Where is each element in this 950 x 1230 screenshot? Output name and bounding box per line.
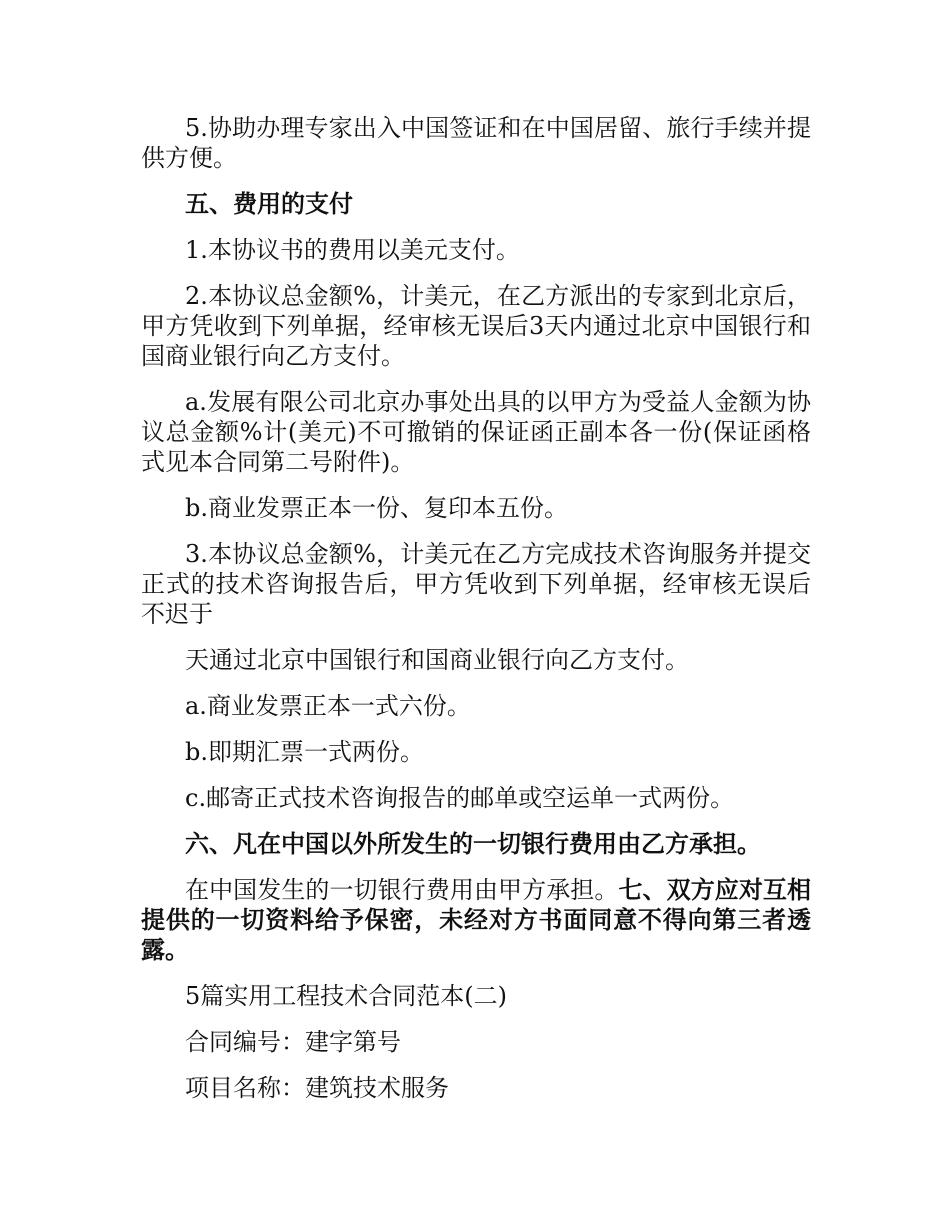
paragraph-guarantee-letter: a.发展有限公司北京办事处出具的以甲方为受益人金额为协议总金额%计(美元)不可撤销的保证函正副本各一份(保证函格式见本合同第二号附件)。 [141, 388, 811, 476]
document-body [141, 113, 811, 1119]
bank-charges-text: 在中国发生的一切银行费用由甲方承担。 [185, 876, 619, 904]
paragraph-mail-receipt: c.邮寄正式技术咨询报告的邮单或空运单一式两份。 [185, 784, 735, 812]
paragraph-contract-number: 合同编号：建字第号 [185, 1028, 401, 1056]
paragraph-payment-currency: 1.本协议书的费用以美元支付。 [185, 236, 520, 264]
paragraph-commercial-invoice: b.商业发票正本一份、复印本五份。 [185, 494, 568, 522]
paragraph-project-name: 项目名称：建筑技术服务 [185, 1074, 449, 1102]
paragraph-payment-channel: 天通过北京中国银行和国商业银行向乙方支付。 [185, 646, 689, 674]
paragraph-sight-draft: b.即期汇票一式两份。 [185, 738, 424, 766]
paragraph-invoice-six-copies: a.商业发票正本一式六份。 [185, 692, 471, 720]
heading-bank-charges-abroad: 六、凡在中国以外所发生的一切银行费用由乙方承担。 [185, 829, 761, 858]
paragraph-contract-title: 5篇实用工程技术合同范本(二) [185, 982, 507, 1010]
heading-payment-of-fees: 五、费用的支付 [185, 189, 353, 218]
paragraph-bank-charges-china [141, 875, 811, 965]
paragraph-visa-assistance: 5.协助办理专家出入中国签证和在中国居留、旅行手续并提供方便。 [141, 114, 811, 172]
paragraph-second-installment: 3.本协议总金额%，计美元在乙方完成技术咨询服务并提交正式的技术咨询报告后，甲方凭收到下列单据，经审核无误后不迟于 [141, 540, 811, 628]
heading-confidentiality: 七、双方应对互相提供的一切资料给予保密，未经对方书面同意不得向第三者透露。 [141, 875, 812, 964]
paragraph-first-installment: 2.本协议总金额%，计美元，在乙方派出的专家到北京后，甲方凭收到下列单据，经审核无误后3天内通过北京中国银行和国商业银行向乙方支付。 [141, 282, 811, 370]
